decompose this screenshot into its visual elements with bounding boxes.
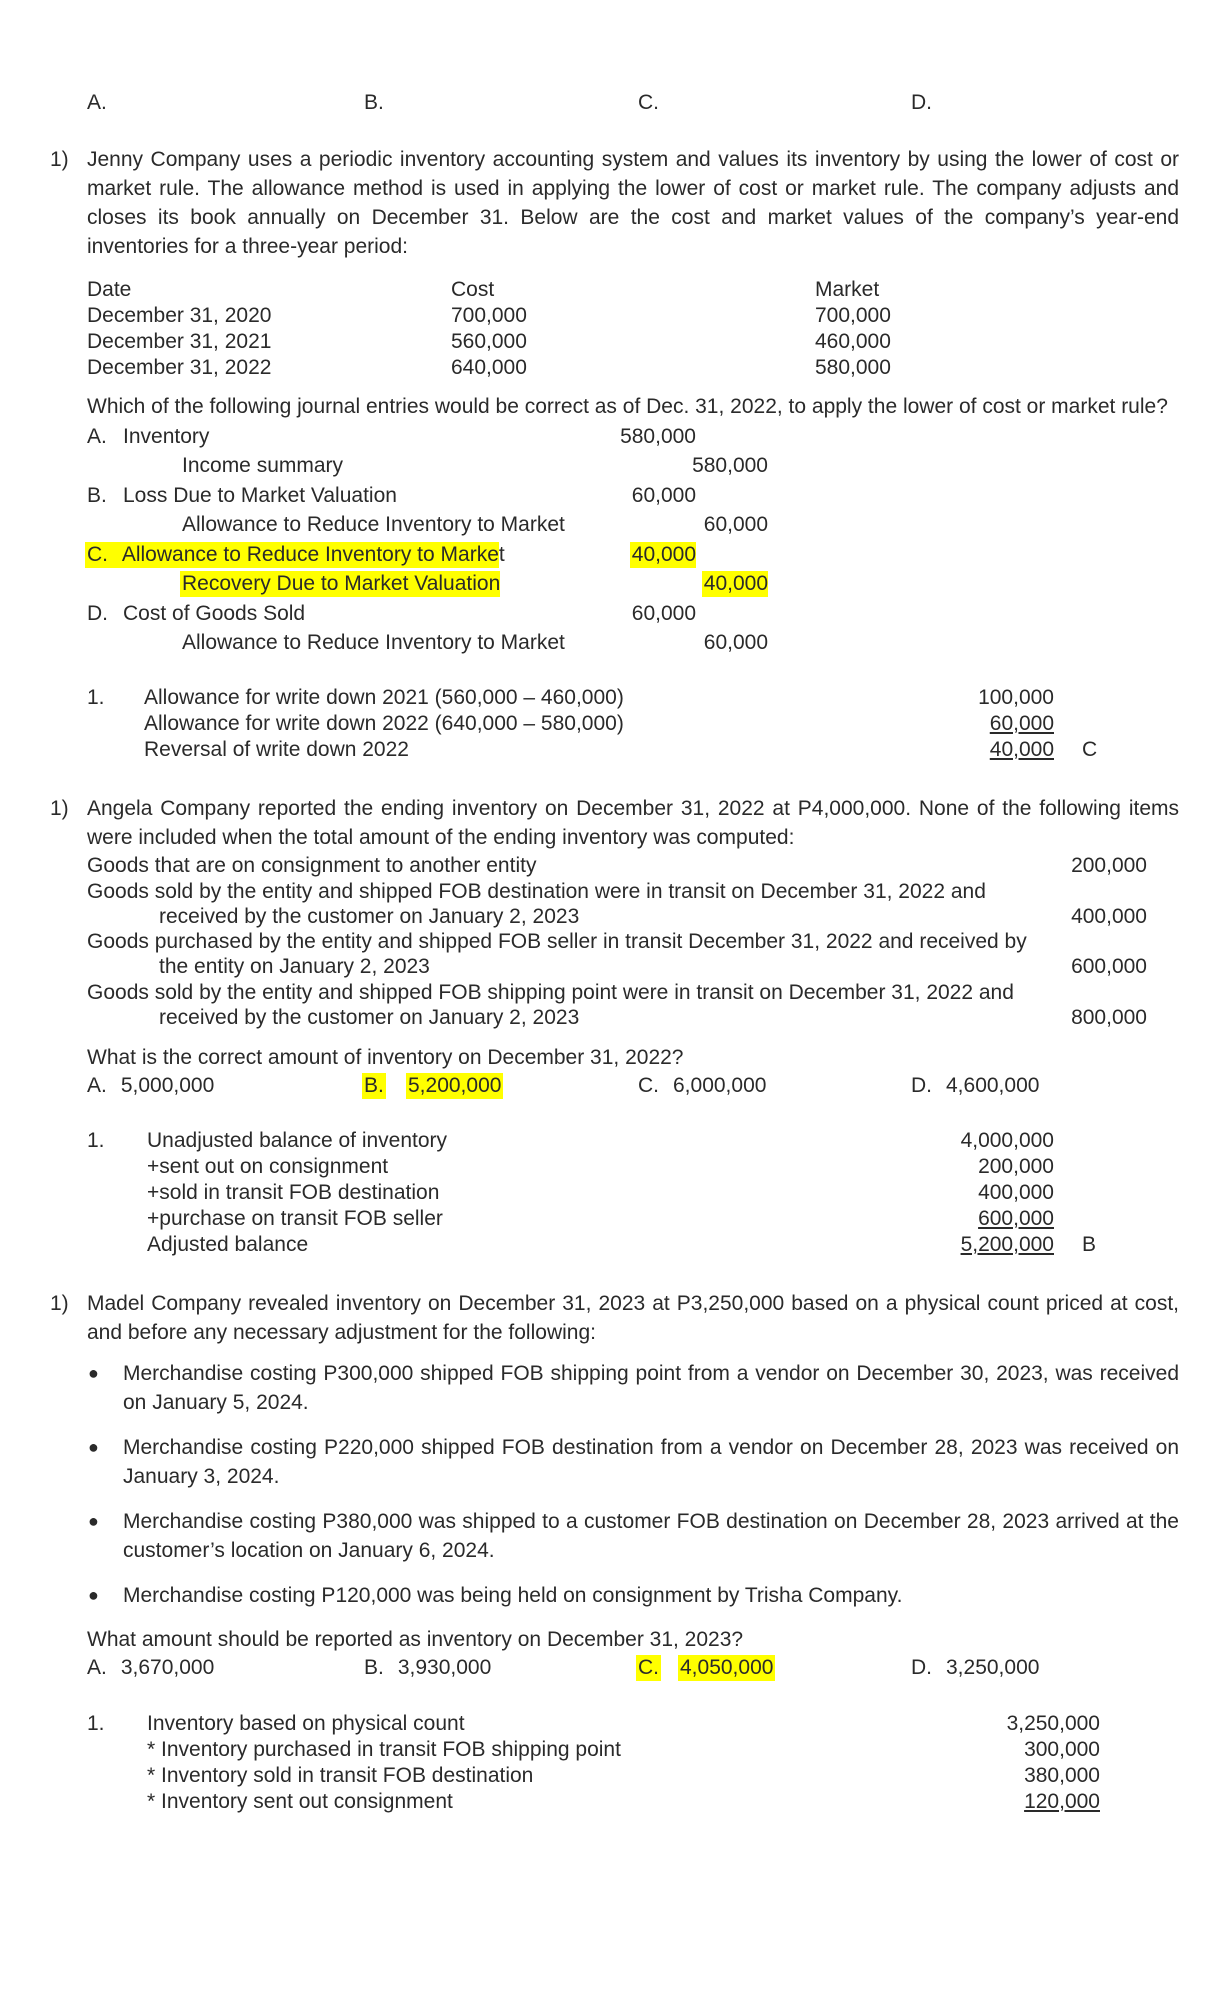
q2-solution-label: +purchase on transit FOB seller bbox=[147, 1207, 443, 1230]
q1-option-d-debit: Cost of Goods Sold bbox=[123, 602, 306, 625]
q1-option-b-credit: Allowance to Reduce Inventory to Market bbox=[182, 513, 565, 536]
q1-solution-amount: 60,000 bbox=[989, 712, 1054, 735]
q2-solution-amount: 600,000 bbox=[978, 1207, 1054, 1230]
q3-solution-label: * Inventory purchased in transit FOB shipping point bbox=[147, 1738, 621, 1761]
q1-option-d-credit: Allowance to Reduce Inventory to Market bbox=[182, 631, 565, 654]
top-choice-d: D. bbox=[911, 91, 932, 114]
top-choice-a: A. bbox=[87, 91, 107, 114]
q3-choice-b: B. 3,930,000 bbox=[364, 1656, 492, 1679]
q3-bullet-item: Merchandise costing P380,000 was shipped to a customer FOB destination on December 28, 2023 arrived at the customer’s location on January 6, 2024. bbox=[123, 1510, 1179, 1562]
q1-option-a-credit: Income summary bbox=[182, 454, 344, 477]
q1-table-cell: 460,000 bbox=[815, 330, 891, 353]
q1-option-a-debit-amount: 580,000 bbox=[620, 425, 696, 448]
q2-solution-total: 5,200,000 bbox=[960, 1233, 1054, 1256]
bullet-icon: ● bbox=[88, 1363, 99, 1383]
q1-table-cell: 700,000 bbox=[451, 304, 527, 327]
q2-choice-b-letter: B. bbox=[364, 1074, 384, 1097]
q2-item-line: Goods purchased by the entity and shipped FOB seller in transit December 31, 2022 and received by bbox=[87, 930, 1027, 953]
q2-solution-answer: B bbox=[1082, 1233, 1097, 1256]
q3-choice-a: A. 3,670,000 bbox=[87, 1656, 215, 1679]
q2-choice-d: D. 4,600,000 bbox=[911, 1074, 1040, 1097]
bullet-icon: ● bbox=[88, 1511, 99, 1531]
q1-option-b-debit: Loss Due to Market Valuation bbox=[123, 484, 397, 507]
q3-number: 1) bbox=[50, 1292, 69, 1315]
q1-option-c-credit: Recovery Due to Market Valuation bbox=[182, 572, 501, 595]
q1-table-header-date: Date bbox=[87, 278, 132, 301]
q3-solution-amount: 120,000 bbox=[1024, 1790, 1100, 1813]
q1-table-cell: 560,000 bbox=[451, 330, 527, 353]
top-choice-b: B. bbox=[364, 91, 384, 114]
q3-solution-amount: 380,000 bbox=[1024, 1764, 1100, 1787]
q3-question: What amount should be reported as inventory on December 31, 2023? bbox=[87, 1628, 744, 1651]
q1-number: 1) bbox=[50, 148, 69, 171]
q3-solution-label: * Inventory sent out consignment bbox=[147, 1790, 453, 1813]
q1-text: Jenny Company uses a periodic inventory accounting system and values its inventory by using the lower of cost or market rule. The allowance method is used in applying the lower of cost or market rule. The company adjusts and closes its book annually on December 31. Below are the cost and market values of the company’s year-end inventories for a three-year period: bbox=[87, 148, 1179, 258]
q2-item-line: Goods sold by the entity and shipped FOB destination were in transit on December 31, 2022 and bbox=[87, 880, 986, 903]
q3-solution-amount: 3,250,000 bbox=[1006, 1712, 1100, 1735]
q1-table-cell: December 31, 2022 bbox=[87, 356, 272, 379]
q1-option-b-credit-amount: 60,000 bbox=[703, 513, 768, 536]
q2-number: 1) bbox=[50, 797, 69, 820]
q3-bullet-item: Merchandise costing P300,000 shipped FOB shipping point from a vendor on December 30, 2023, was received on January 5, 2024. bbox=[123, 1362, 1179, 1414]
q2-item-amount: 800,000 bbox=[1071, 1006, 1147, 1029]
q3-bullet-item: Merchandise costing P220,000 shipped FOB destination from a vendor on December 28, 2023 was received on January 3, 2024. bbox=[123, 1436, 1179, 1488]
q2-item-line: the entity on January 2, 2023 bbox=[159, 955, 430, 978]
q1-table-cell: December 31, 2020 bbox=[87, 304, 272, 327]
q1-option-c-credit-amount: 40,000 bbox=[703, 572, 768, 595]
q2-item-line: Goods sold by the entity and shipped FOB shipping point were in transit on December 31, 2022 and bbox=[87, 981, 1014, 1004]
q2-question: What is the correct amount of inventory on December 31, 2022? bbox=[87, 1046, 684, 1069]
q1-option-c-debit: Allowance to Reduce Inventory to Market bbox=[121, 543, 505, 566]
q1-solution-label: Allowance for write down 2021 (560,000 – 460,000) bbox=[144, 686, 624, 709]
q1-option-c-debit-amount: 40,000 bbox=[631, 543, 696, 566]
q2-choice-c: C. 6,000,000 bbox=[638, 1074, 767, 1097]
q1-option-d-debit-amount: 60,000 bbox=[631, 602, 696, 625]
q1-option-c-debit-highlight bbox=[85, 542, 505, 568]
q2-solution-amount: 400,000 bbox=[978, 1181, 1054, 1204]
bullet-icon: ● bbox=[88, 1437, 99, 1457]
q3-text: Madel Company revealed inventory on December 31, 2023 at P3,250,000 based on a physical count priced at cost, and before any necessary adjustment for the following: bbox=[87, 1292, 1179, 1344]
q3-bullet-item: Merchandise costing P120,000 was being held on consignment by Trisha Company. bbox=[123, 1584, 903, 1607]
q2-solution-amount: 4,000,000 bbox=[960, 1129, 1054, 1152]
q2-solution-label: Adjusted balance bbox=[147, 1233, 309, 1256]
q3-solution-amount: 300,000 bbox=[1024, 1738, 1100, 1761]
q2-text: Angela Company reported the ending inventory on December 31, 2022 at P4,000,000. None of the following items were included when the total amount of the ending inventory was computed: bbox=[87, 797, 1179, 849]
q1-solution-label: Allowance for write down 2022 (640,000 – 580,000) bbox=[144, 712, 624, 735]
q3-solution-number: 1. bbox=[87, 1712, 105, 1735]
q2-solution-label: +sent out on consignment bbox=[147, 1155, 389, 1178]
q1-solution-total: 40,000 bbox=[989, 738, 1054, 761]
q2-solution-label: Unadjusted balance of inventory bbox=[147, 1129, 448, 1152]
q1-table-cell: December 31, 2021 bbox=[87, 330, 272, 353]
q1-table-header-market: Market bbox=[815, 278, 880, 301]
q1-option-a-debit: Inventory bbox=[123, 425, 210, 448]
q2-solution-label: +sold in transit FOB destination bbox=[147, 1181, 440, 1204]
q1-option-b-debit-amount: 60,000 bbox=[631, 484, 696, 507]
q1-solution-amount: 100,000 bbox=[978, 686, 1054, 709]
q1-table-cell: 700,000 bbox=[815, 304, 891, 327]
q3-choice-c-letter: C. bbox=[638, 1656, 659, 1679]
q3-choice-c-value: 4,050,000 bbox=[680, 1656, 774, 1679]
q2-item-line: Goods that are on consignment to another entity bbox=[87, 854, 537, 877]
q1-option-a-letter: A. bbox=[87, 425, 107, 448]
q1-option-c-letter: C. bbox=[87, 543, 108, 566]
q1-table-header-cost: Cost bbox=[451, 278, 495, 301]
q2-choice-a: A. 5,000,000 bbox=[87, 1074, 215, 1097]
q3-solution-label: * Inventory sold in transit FOB destination bbox=[147, 1764, 534, 1787]
q2-item-line: received by the customer on January 2, 2023 bbox=[159, 1006, 580, 1029]
q1-option-d-credit-amount: 60,000 bbox=[703, 631, 768, 654]
q1-option-b-letter: B. bbox=[87, 484, 107, 507]
q1-option-a-credit-amount: 580,000 bbox=[692, 454, 768, 477]
bullet-icon: ● bbox=[88, 1585, 99, 1605]
q1-solution-label: Reversal of write down 2022 bbox=[144, 738, 409, 761]
q3-solution-label: Inventory based on physical count bbox=[147, 1712, 465, 1735]
q3-choice-d: D. 3,250,000 bbox=[911, 1656, 1040, 1679]
q2-item-amount: 200,000 bbox=[1071, 854, 1147, 877]
q1-table-cell: 580,000 bbox=[815, 356, 891, 379]
q1-table-cell: 640,000 bbox=[451, 356, 527, 379]
q1-solution-number: 1. bbox=[87, 686, 105, 709]
q1-option-d-letter: D. bbox=[87, 602, 108, 625]
q2-item-amount: 400,000 bbox=[1071, 905, 1147, 928]
q1-question: Which of the following journal entries would be correct as of Dec. 31, 2022, to apply the lower of cost or market rule? bbox=[87, 395, 1168, 418]
q2-item-amount: 600,000 bbox=[1071, 955, 1147, 978]
q2-item-line: received by the customer on January 2, 2023 bbox=[159, 905, 580, 928]
q2-solution-amount: 200,000 bbox=[978, 1155, 1054, 1178]
top-choice-c: C. bbox=[638, 91, 659, 114]
q2-solution-number: 1. bbox=[87, 1129, 105, 1152]
q1-solution-answer: C bbox=[1082, 738, 1098, 761]
q2-choice-b-value: 5,200,000 bbox=[408, 1074, 502, 1097]
